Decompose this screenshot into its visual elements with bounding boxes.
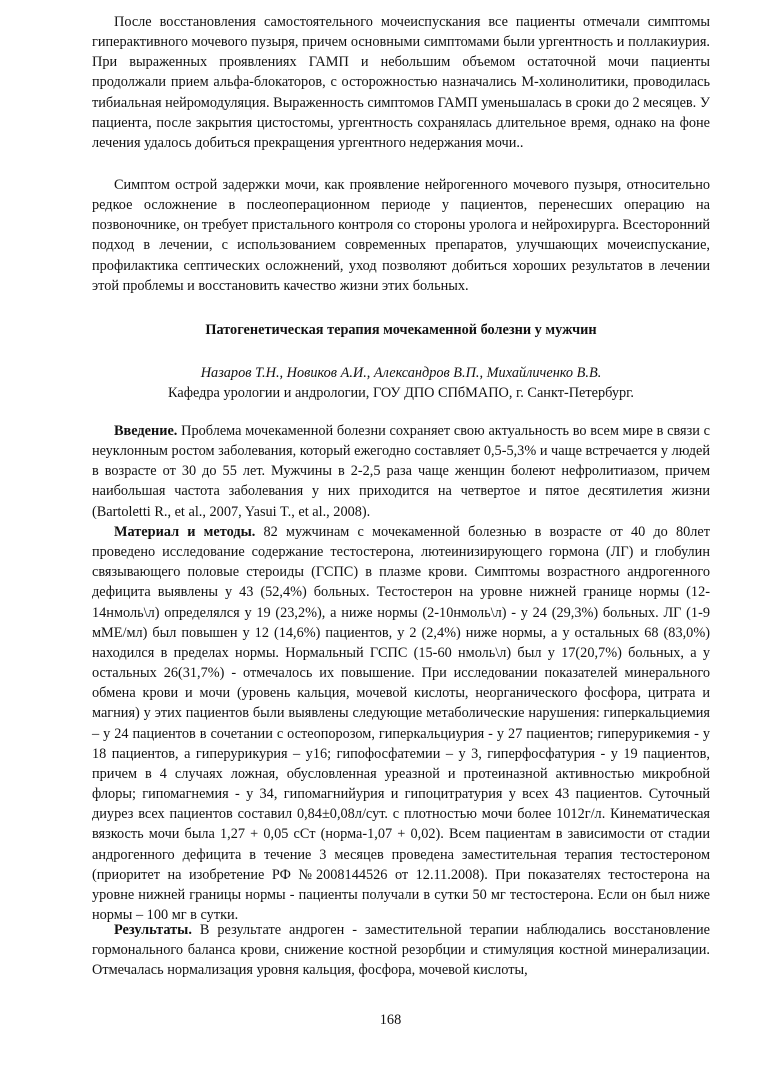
article-authors: Назаров Т.Н., Новиков А.И., Александров В.П., Михайличенко В.В. — [200, 365, 602, 381]
results-paragraph — [92, 920, 710, 980]
body-paragraph: Симптом острой задержки мочи, как проявление нейрогенного мочевого пузыря, относительно редкое осложнение в послеоперационном периоде у пациентов, перенесших операцию на позвоночнике, он требует пристального контроля со стороны уролога и нейрохирурга. Всесторонний подход в лечении, с использованием современных препаратов, улучшающих мочеиспускание, профилактика септических осложнений, уход позволяют добиться хороших результатов в лечении этой проблемы и восстановить качество жизни этих больных. — [92, 177, 710, 294]
article-title: Патогенетическая терапия мочекаменной болезни у мужчин — [205, 322, 597, 338]
section-label-introduction: Введение. — [114, 423, 178, 439]
section-label-methods: Материал и методы. — [114, 524, 256, 540]
body-paragraph: После восстановления самостоятельного мочеиспускания все пациенты отмечали симптомы гиперактивного мочевого пузыря, причем основными симптомами были ургентность и поллакиурия. При выраженных проявлениях ГАМП и небольшим объемом остаточной мочи пациенты продолжали прием альфа-блокаторов, с осторожностью назначались М-холинолитики, проводилась тибиальная нейромодуляция. Выраженность симптомов ГАМП уменьшалась в сроки до 2 месяцев. У пациента, после закрытия цистостомы, ургентность сохранялась длительное время, однако на фоне лечения удалось добиться прекращения ургентного недержания мочи.. — [92, 14, 710, 151]
page-number: 168 — [379, 1012, 402, 1028]
section-label-results: Результаты. — [114, 922, 192, 938]
introduction-paragraph — [92, 421, 710, 522]
results-text: В результате андроген - заместительной терапии наблюдались восстановление гормонального баланса крови, снижение костной резорбции и стимуляция костной минерализации. Отмечалась нормализация уровня кальция, фосфора, мочевой кислоты, — [92, 922, 710, 979]
introduction-text: Проблема мочекаменной болезни сохраняет свою актуальность во всем мире в связи с неуклонным ростом заболевания, который ежегодно составляет 0,5-5,3% и чаще встречается у людей в возрасте от 30 до 55 лет. Мужчины в 2-2,5 раза чаще женщин болеют нефролитиазом, причем наибольшая частота заболевания у них приходится на четвертое и пятое десятилетия жизни (Bartoletti R., et al., 2007, Yasui T., et al., 2008). — [92, 423, 710, 520]
methods-paragraph — [92, 522, 710, 925]
methods-text: 82 мужчинам с мочекаменной болезнью в возрасте от 40 до 80лет проведено исследование содержание тестостерона, лютеинизирующего гормона (ЛГ) и глобулин связывающего половые стероиды (ГСПС) в плазме крови. Симптомы возрастного андрогенного дефицита выявлены у 43 (52,4%) больных. Тестостерон на уровне нижней границе нормы (12-14нмоль\л) определялся у 19 (23,2%), а ниже нормы (2-10нмоль\л) - у 24 (29,3%) больных. ЛГ (1-9 мМЕ/мл) был повышен у 12 (14,6%) пациентов, у 2 (2,4%) ниже нормы, а у остальных 68 (83,0%) находился в пределах нормы. Нормальный ГСПС (15-60 нмоль\л) был у 17(20,7%) больных, а у остальных 26(31,7%) - отмечалось их повышение. При исследовании показателей минерального обмена крови и мочи (уровень кальция, мочевой кислоты, неорганического фосфора, цитрата и магния) у этих пациентов были выявлены следующие метаболические нарушения: гиперкальциемия – у 24 пациентов в сочетании с остеопорозом, гиперкальциурия - у 27 пациентов; гиперурикемия - у 18 пациентов, а гиперурикурия – у16; гипофосфатемии – у 3, гиперфосфатурия - у 19 пациентов, причем в 4 случаях ложная, обусловленная уреазной и протеиназной активностью микробной флоры; гипомагнемия - у 34, гипомагнийурия и гипоцитратурия у всех 43 пациентов. Суточный диурез всех пациентов составил 0,84±0,08л/сут. с плотностью мочи более 1012г/л. Кинематическая вязкость мочи была 1,27 + 0,05 сСт (норма-1,07 + 0,02). Всем пациентам в зависимости от стадии андрогенного дефицита в течение 3 месяцев проведена заместительная терапия тестостероном (приоритет на изобретение РФ №2008144526 от 12.11.2008). При показателях тестостерона на уровне нижней границы нормы - пациенты получали в сутки 50 мг тестостерона. Если он был ниже нормы – 100 мг в сутки. — [92, 524, 711, 923]
article-affiliation: Кафедра урологии и андрологии, ГОУ ДПО СПбМАПО, г. Санкт-Петербург. — [168, 385, 634, 401]
